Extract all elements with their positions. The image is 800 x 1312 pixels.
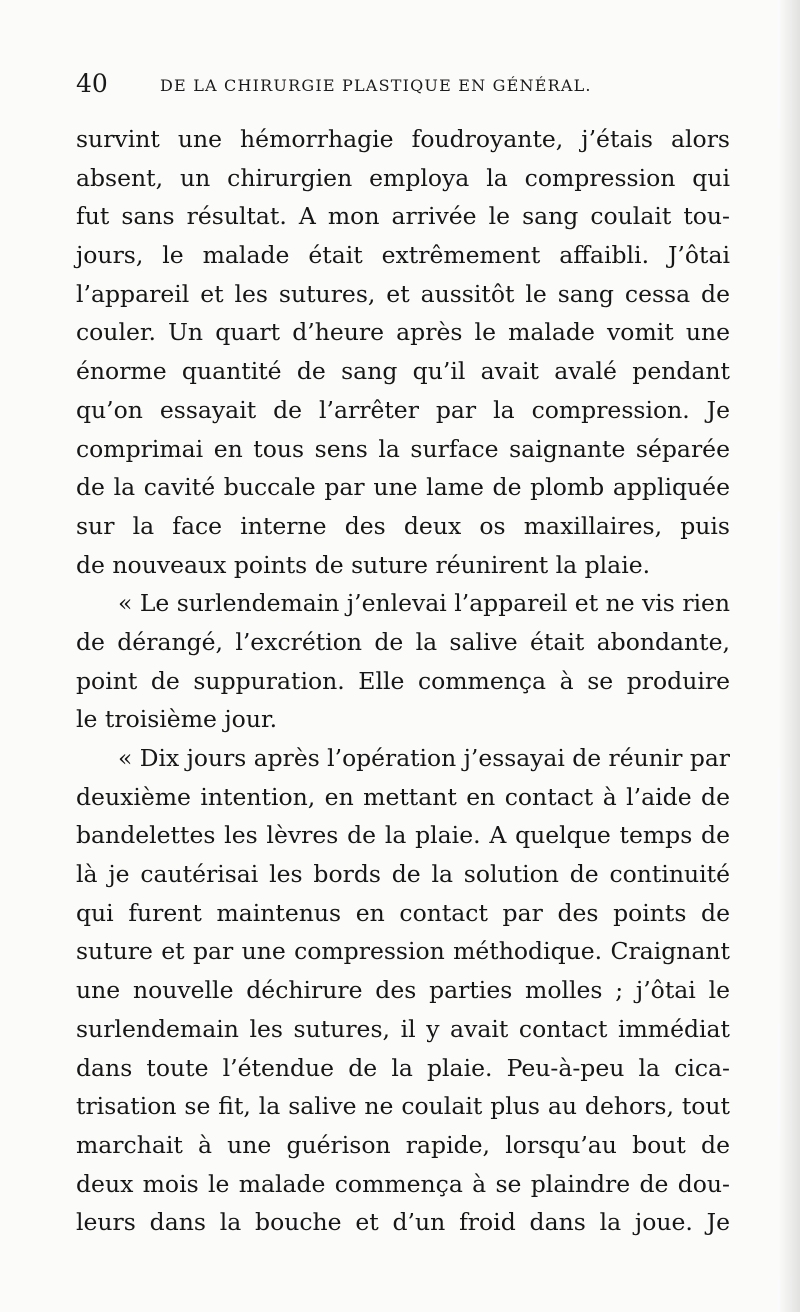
page-number: 40 [76,69,108,98]
text-line: énorme quantité de sang qu’il avait avalé pendant [76,357,730,386]
text-line: survint une hémorrhagie foudroyante, j’étais alors [76,125,730,153]
text-line: « Le surlendemain j’enlevai l’appareil et ne vis rien [118,589,731,618]
text-line: de la cavité buccale par une lame de plomb appliquée [76,473,730,502]
running-header [76,66,766,102]
page-gutter-shadow [778,0,800,1312]
text-line: dans toute l’étendue de la plaie. Peu-à-peu la cica- [76,1053,730,1082]
text-line: de nouveaux points de suture réunirent la plaie. [76,550,651,579]
text-line: de dérangé, l’excrétion de la salive était abondante, [76,627,730,656]
text-line: fut sans résultat. A mon arrivée le sang coulait tou- [76,202,730,231]
body-text [76,120,730,1242]
text-line: marchait à une guérison rapide, lorsqu’au bout de [76,1130,730,1159]
text-line: jours, le malade était extrêmement affaibli. J’ôtai [76,241,730,270]
text-line: deuxième intention, en mettant en contact à l’aide de [76,782,730,811]
text-line: point de suppuration. Elle commença à se produire [76,666,730,695]
text-line: couler. Un quart d’heure après le malade vomit une [76,318,730,347]
text-line: trisation se fit, la salive ne coulait plus au dehors, tout [76,1092,730,1121]
running-title: DE LA CHIRURGIE PLASTIQUE EN GÉNÉRAL. [160,76,592,95]
text-line: bandelettes les lèvres de la plaie. A quelque temps de [76,821,730,850]
text-line: absent, un chirurgien employa la compression qui [76,163,730,192]
text-line: suture et par une compression méthodique. Craignant [76,937,730,966]
text-line: sur la face interne des deux os maxillaires, puis [76,511,730,540]
text-line: le troisième jour. [76,705,278,734]
text-line: deux mois le malade commença à se plaindre de dou- [76,1169,730,1198]
text-line: l’appareil et les sutures, et aussitôt le sang cessa de [76,279,730,308]
text-line: qu’on essayait de l’arrêter par la compression. Je [76,395,730,424]
text-line: surlendemain les sutures, il y avait contact immédiat [76,1014,730,1043]
text-line: une nouvelle déchirure des parties molles ; j’ôtai le [76,976,730,1005]
text-line: qui furent maintenus en contact par des points de [76,898,730,927]
text-line: là je cautérisai les bords de la solution de continuité [76,860,730,889]
text-line: « Dix jours après l’opération j’essayai de réunir par [118,744,730,772]
text-line: comprimai en tous sens la surface saignante séparée [76,434,730,463]
text-line: leurs dans la bouche et d’un froid dans la joue. Je [76,1208,730,1237]
